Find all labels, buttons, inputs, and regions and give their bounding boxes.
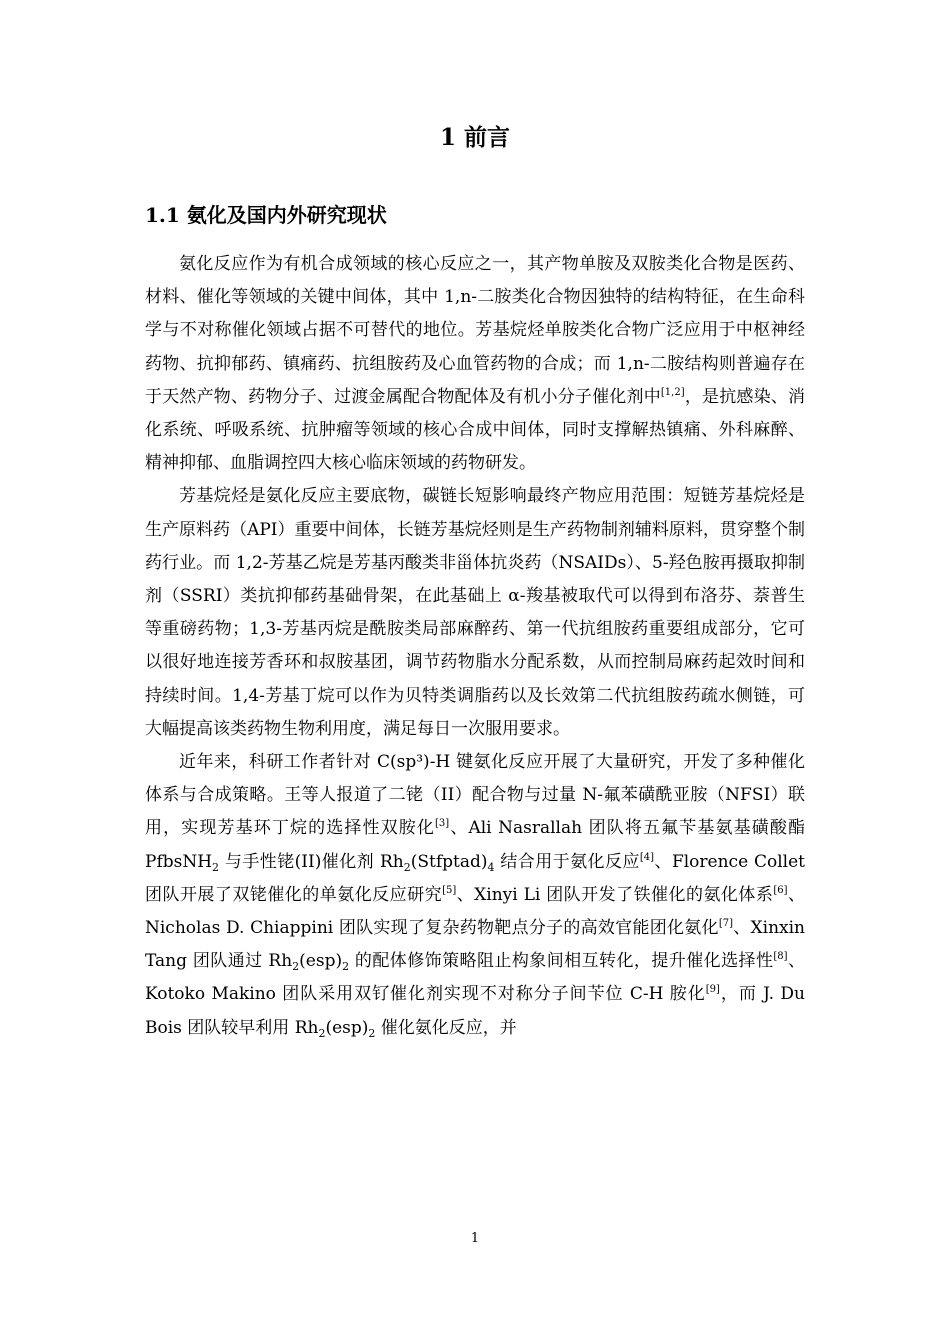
text-run: 、Ali Nasrallah 团队将五氟苄基氨基磺酸酯 PfbsNH (145, 818, 805, 872)
subscript: 2 (318, 1026, 326, 1040)
text-run: 、Kotoko Makino 团队采用双钌催化剂实现不对称分子间苄位 C-H 胺化 (145, 951, 805, 1005)
subscript: 2 (403, 860, 411, 874)
subscript: 2 (342, 960, 350, 974)
chapter-title: 1 前言 (439, 124, 510, 151)
subscript: 2 (212, 860, 220, 874)
body-paragraph (145, 480, 805, 746)
text-run: 的配体修饰策略阻止构象间相互转化，提升催化选择性 (349, 951, 774, 972)
text-run: 、Nicholas D. Chiappini 团队实现了复杂药物靶点分子的高效官能团化氨化 (145, 884, 806, 939)
citation-ref: [5] (442, 884, 457, 896)
text-run: (esp) (299, 951, 343, 972)
text-run: 、Xinyi Li 团队开发了铁催化的氨化体系 (456, 884, 774, 905)
text-run: (esp) (325, 1017, 369, 1038)
body-text (145, 248, 805, 1045)
citation-ref: [6] (773, 884, 788, 896)
citation-ref: [1,2] (660, 386, 685, 398)
text-run: ，是抗感染、消化系统、呼吸系统、抗肿瘤等领域的核心合成中间体，同时支撑解热镇痛、外科麻醉、精神抑郁、血脂调控四大核心临床领域的药物研发。 (145, 386, 806, 474)
text-run: 催化氨化反应，并 (375, 1017, 517, 1038)
subscript: 2 (368, 1026, 376, 1040)
text-run: 、Xinxin Tang 团队通过 Rh (145, 918, 805, 972)
text-run: 与手性铑(II)催化剂 Rh (219, 851, 404, 872)
subscript: 4 (487, 860, 495, 874)
text-run: 近年来，科研工作者针对 C(sp³)-H 键氨化反应开展了大量研究，开发了多种催化体系与合成策略。王等人报道了二铑（II）配合物与过量 N-氟苯磺酰亚胺（NFSI）联用，实现芳基环丁烷的选择性双胺化 (145, 752, 805, 839)
text-run: 结合用于氨化反应 (494, 851, 640, 872)
citation-ref: [8] (773, 951, 788, 963)
citation-ref: [9] (705, 984, 720, 996)
text-run: (Stfptad) (410, 851, 488, 872)
page-number: 1 (470, 1231, 480, 1246)
citation-ref: [3] (435, 818, 450, 830)
subscript: 2 (292, 960, 300, 974)
citation-ref: [4] (639, 851, 655, 863)
body-paragraph (145, 746, 805, 1045)
text-run: 、Florence Collet 团队开展了双铑催化的单氨化反应研究 (145, 851, 805, 905)
section-title: 1.1 氨化及国内外研究现状 (145, 203, 387, 227)
citation-ref: [7] (718, 918, 733, 930)
text-run: 氨化反应作为有机合成领域的核心反应之一，其产物单胺及双胺类化合物是医药、材料、催化等领域的关键中间体，其中 1,n-二胺类化合物因独特的结构特征，在生命科学与不对称催化领域占据不可替代的地位。芳基烷烃单胺类化合物广泛应用于中枢神经药物、抗抑郁药、镇痛药、抗组胺药及心血管药物的合成；而 1,n-二胺结构则普遍存在于天然产物、药物分子、过渡金属配合物配体及有机小分子催化剂中 (145, 254, 805, 407)
body-paragraph (145, 248, 805, 480)
text-run: 芳基烷烃是氨化反应主要底物，碳链长短影响最终产物应用范围：短链芳基烷烃是生产原料药（API）重要中间体，长链芳基烷烃则是生产药物制剂辅料原料，贯穿整个制药行业。而 1,2-芳基乙烷是芳基丙酸类非甾体抗炎药（NSAIDs）、5-羟色胺再摄取抑制剂（SSRI）类抗抑郁药基础骨架，在此基础上 α-羧基被取代可以得到布洛芬、萘普生等重磅药物；1,3-芳基丙烷是酰胺类局部麻醉药、第一代抗组胺药重要组成部分，它可以很好地连接芳香环和叔胺基团，调节药物脂水分配系数，从而控制局麻药起效时间和持续时间。1,4-芳基丁烷可以作为贝特类调脂药以及长效第二代抗组胺药疏水侧链，可大幅提高该类药物生物利用度，满足每日一次服用要求。 (145, 486, 805, 739)
text-run: ，而 J. Du Bois 团队较早利用 Rh (145, 984, 805, 1038)
